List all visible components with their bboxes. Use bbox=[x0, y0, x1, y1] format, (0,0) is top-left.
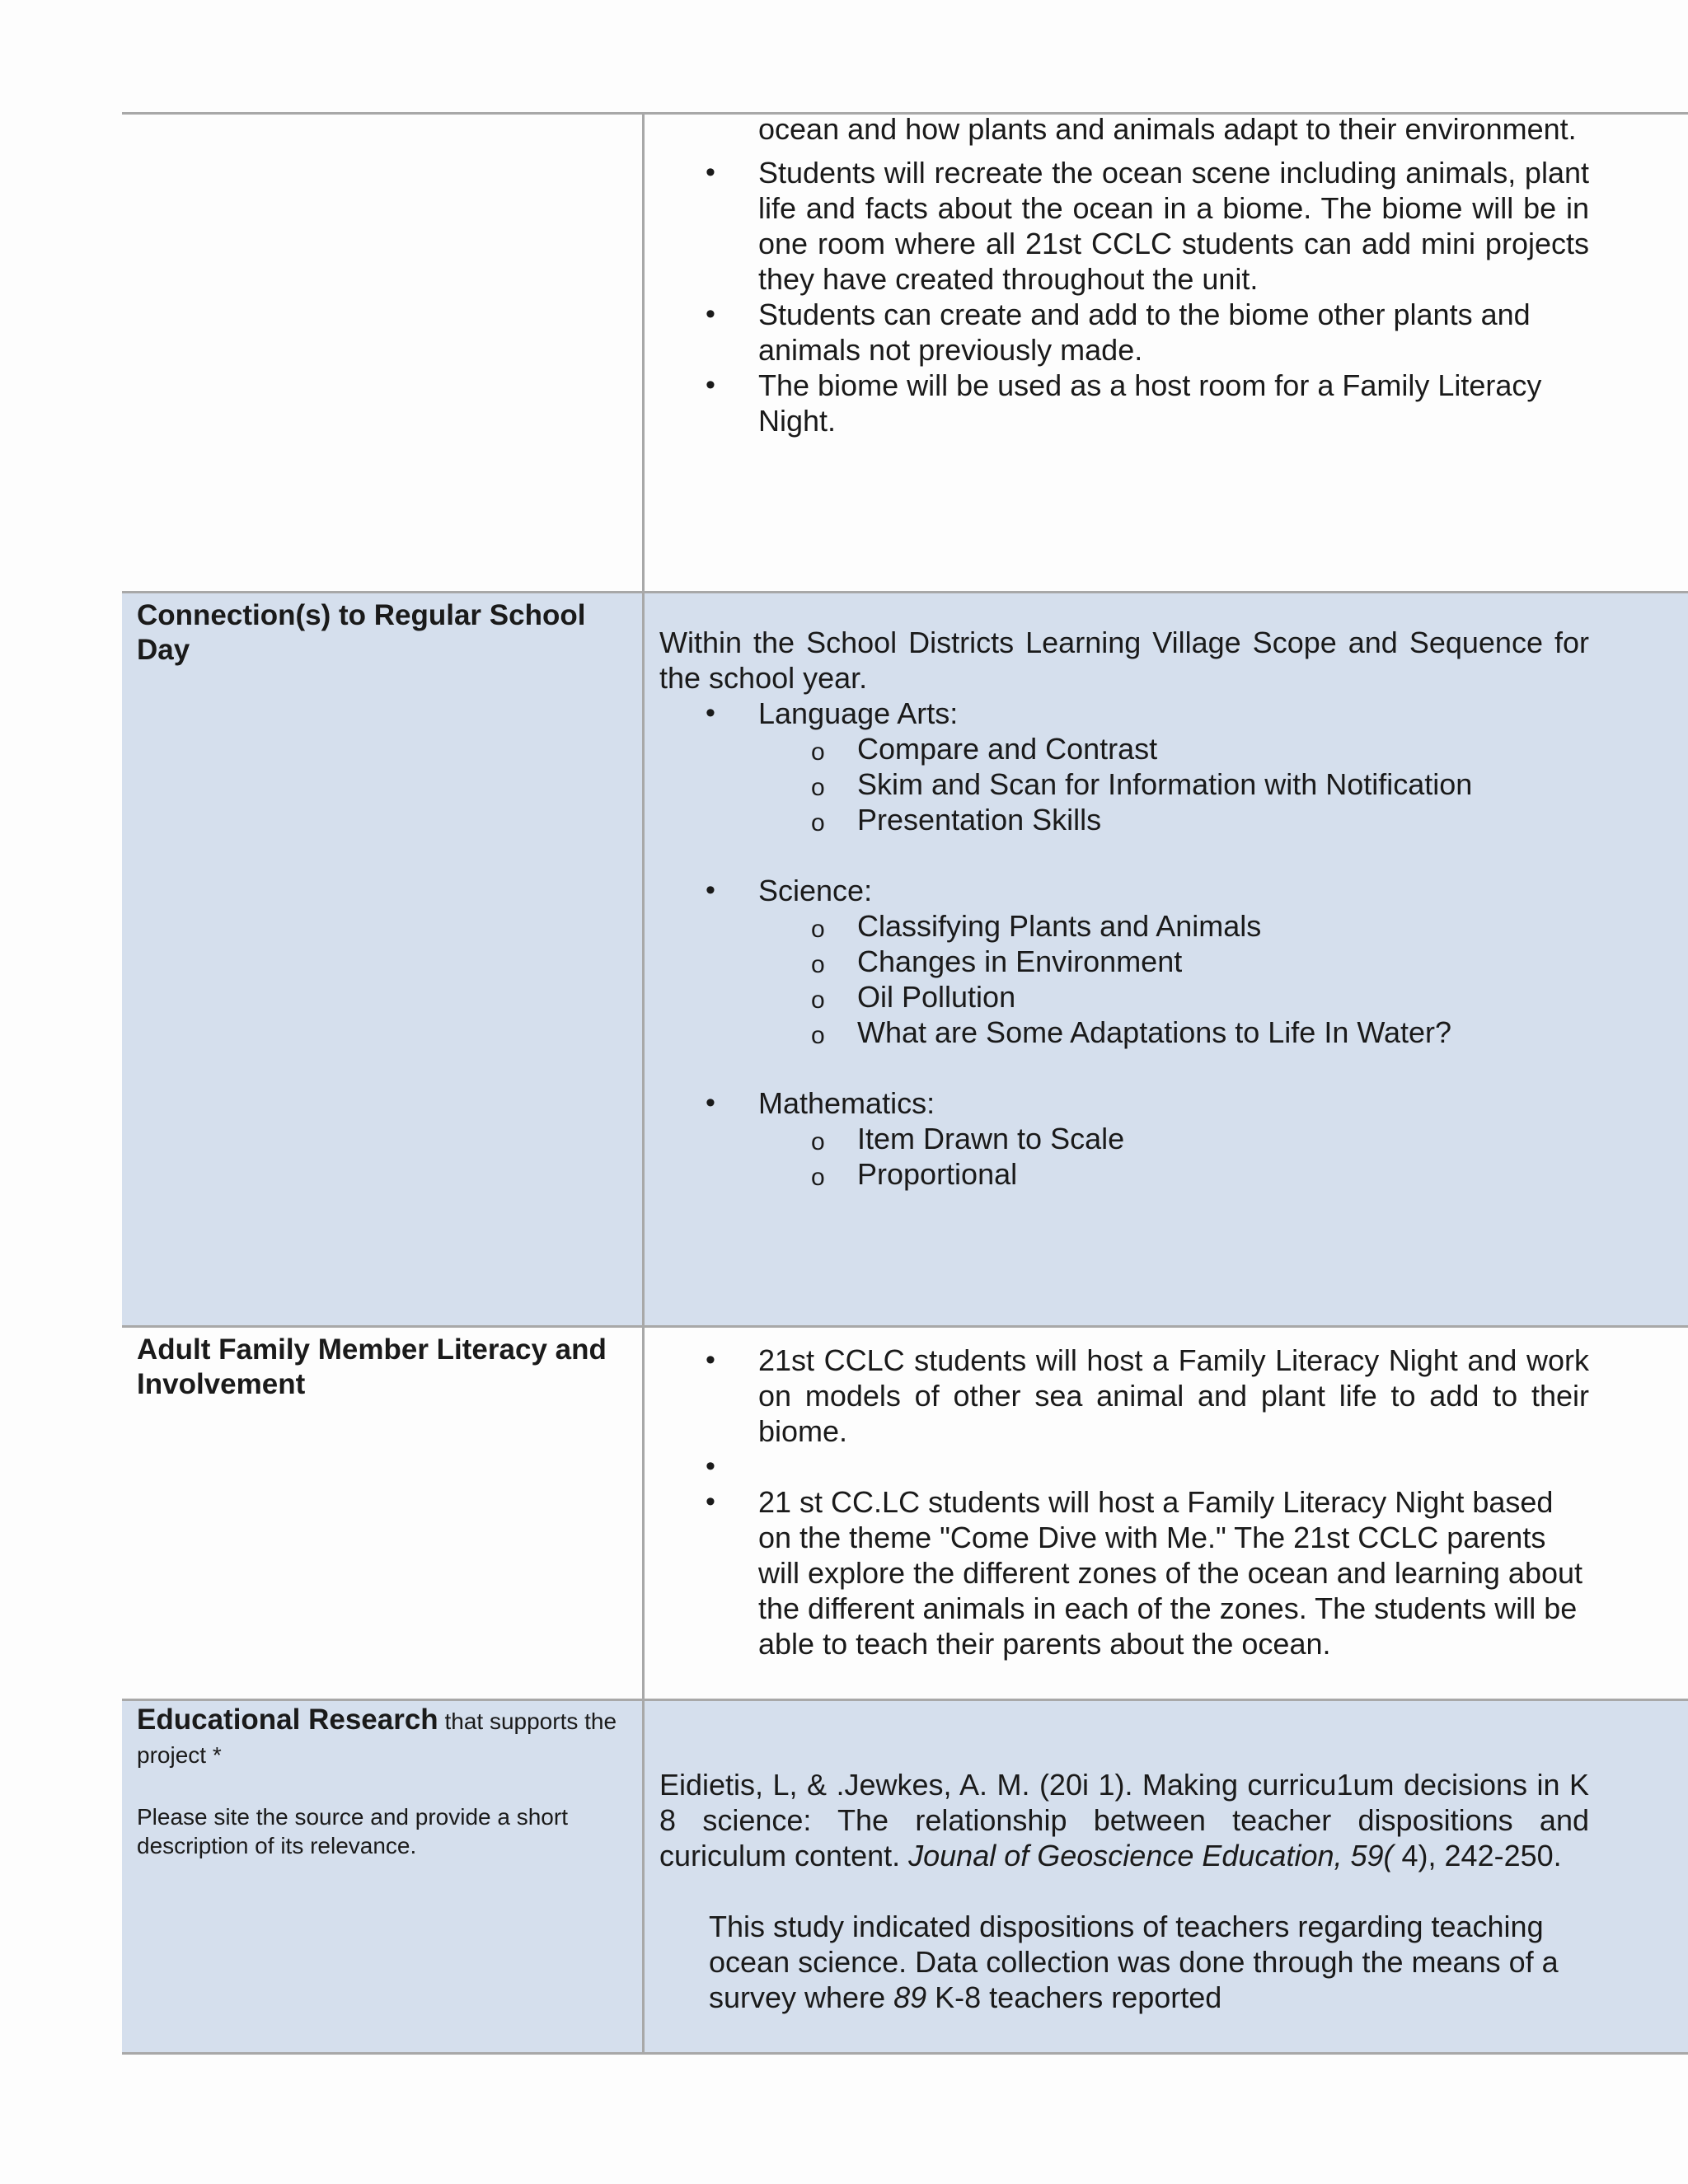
table-row-activities bbox=[122, 112, 1688, 593]
list-item: o Presentation Skills bbox=[758, 802, 1589, 837]
table-row-connections bbox=[122, 593, 1688, 1328]
subject-name: Science: bbox=[758, 874, 873, 907]
list-item: • 21 st CC.LC students will host a Family Literacy Night based on the theme "Come Dive with Me." The 21st CCLC parents will explore the different zones of the ocean and learning about the different animals in each of the zones. The students will be able to teach their parents about the ocean. bbox=[659, 1484, 1589, 1661]
document-table bbox=[122, 112, 1688, 2055]
label-note: Please site the source and provide a short description of its relevance. bbox=[137, 1804, 568, 1858]
list-item: o Compare and Contrast bbox=[758, 731, 1589, 766]
list-item: • 21st CCLC students will host a Family Literacy Night and work on models of other sea animal and plant life to add to their biome. bbox=[659, 1343, 1589, 1449]
subject-items bbox=[758, 1121, 1589, 1192]
content-cell bbox=[645, 593, 1688, 1325]
family-bullets bbox=[659, 1343, 1589, 1661]
table-row-family-literacy bbox=[122, 1328, 1688, 1701]
list-item bbox=[659, 1085, 1589, 1192]
table-row-research bbox=[122, 1701, 1688, 2055]
teacher-count: 89 bbox=[893, 1980, 927, 2014]
journal-name: Jounal of Geoscience Education, 59( bbox=[908, 1839, 1394, 1872]
list-item: o Oil Pollution bbox=[758, 979, 1589, 1015]
label-cell bbox=[122, 1701, 645, 2052]
continued-text: ocean and how plants and animals adapt to their environment. bbox=[758, 112, 1577, 146]
summary-text: This study indicated dispositions of teachers regarding teaching ocean science. Data collection was done through the means of a survey where bbox=[709, 1910, 1559, 2014]
list-item bbox=[659, 696, 1589, 873]
label-rest-text: that supports the project * bbox=[137, 1708, 617, 1768]
list-item: • Students will recreate the ocean scene including animals, plant life and facts about the ocean in a biome. The biome will be in one room where all 21st CCLC students can add mini projects they have created throughout the unit. bbox=[659, 155, 1589, 297]
subject-items bbox=[758, 908, 1589, 1050]
list-item: o Classifying Plants and Animals bbox=[758, 908, 1589, 944]
row-label: Adult Family Member Literacy and Involvement bbox=[137, 1333, 607, 1400]
citation bbox=[659, 1767, 1589, 1873]
list-item: o Skim and Scan for Information with Notification bbox=[758, 766, 1589, 802]
label-cell bbox=[122, 115, 645, 591]
label-cell bbox=[122, 1328, 645, 1699]
label-cell bbox=[122, 593, 645, 1325]
research-summary bbox=[659, 1909, 1589, 2015]
citation-text: Eidietis, L, & .Jewkes, A. M. (20i 1). Making curricu1um decisions in K 8 science: The relationship between teacher dispositions and curiculum content. bbox=[659, 1768, 1589, 1872]
label-bold-text: Educational Research bbox=[137, 1704, 438, 1736]
subject-name: Language Arts: bbox=[758, 696, 959, 730]
list-item: • Students can create and add to the biome other plants and animals not previously made. bbox=[659, 297, 1589, 368]
list-item: o Changes in Environment bbox=[758, 944, 1589, 979]
list-item: o Item Drawn to Scale bbox=[758, 1121, 1589, 1156]
row-label bbox=[137, 1703, 627, 1774]
subject-items bbox=[758, 731, 1589, 837]
citation-pages: 4), 242-250. bbox=[1393, 1839, 1562, 1872]
activity-bullets bbox=[659, 155, 1589, 438]
list-item: o What are Some Adaptations to Life In Water? bbox=[758, 1015, 1589, 1050]
list-item: • The biome will be used as a host room for a Family Literacy Night. bbox=[659, 368, 1589, 438]
content-cell bbox=[645, 1701, 1688, 2052]
summary-text-end: K-8 teachers reported bbox=[926, 1980, 1222, 2014]
list-item bbox=[659, 873, 1589, 1085]
list-item: o Proportional bbox=[758, 1156, 1589, 1192]
intro-text: Within the School Districts Learning Village Scope and Sequence for the school year. bbox=[659, 626, 1589, 695]
spacer bbox=[659, 1449, 1589, 1484]
subject-name: Mathematics: bbox=[758, 1086, 935, 1120]
subject-list bbox=[659, 696, 1589, 1192]
row-label: Connection(s) to Regular School Day bbox=[137, 599, 586, 666]
content-cell bbox=[645, 112, 1688, 591]
content-cell bbox=[645, 1328, 1688, 1699]
